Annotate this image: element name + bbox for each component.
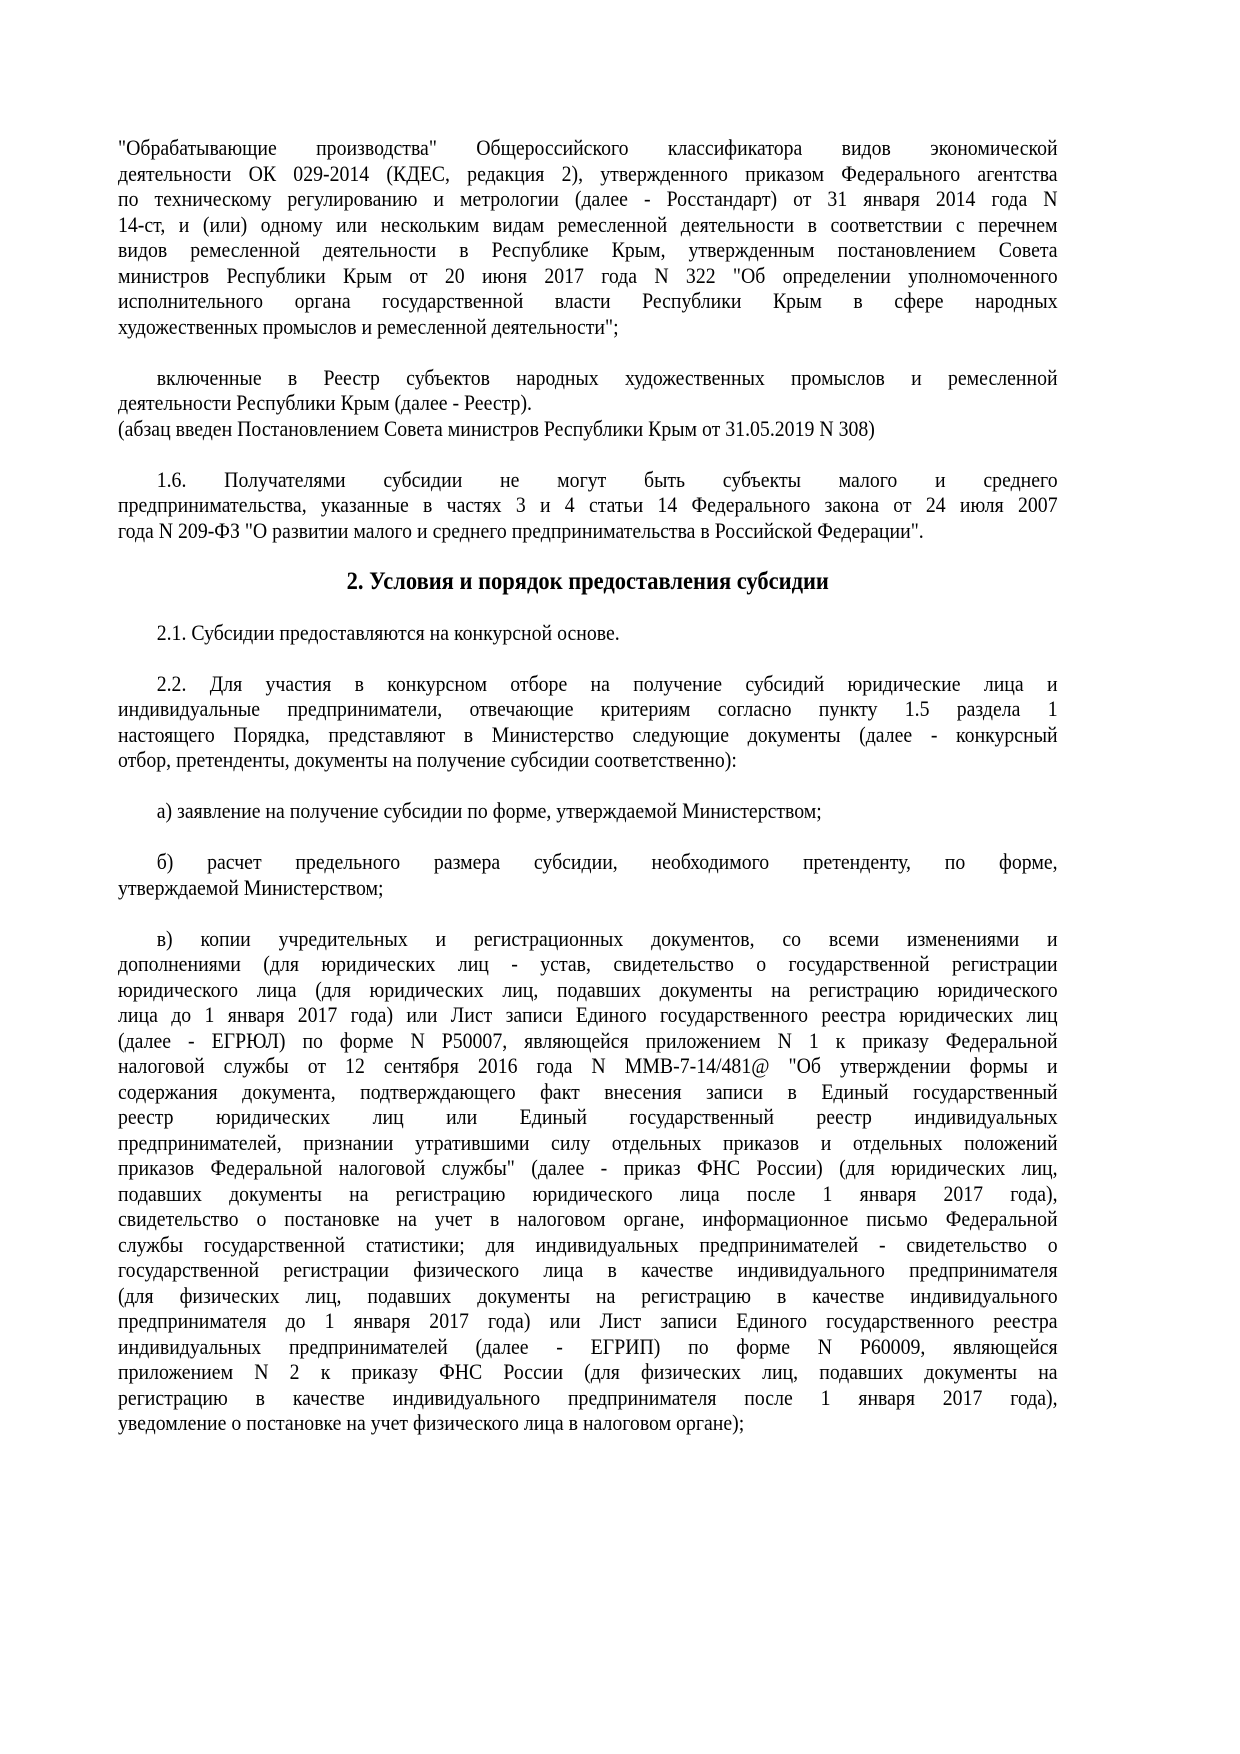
text-line: включенные в Реестр субъектов народных художественных промыслов и ремесленной: [156, 364, 1058, 390]
text-line: деятельности ОК 029-2014 (КДЕС, редакция 2), утвержденного приказом Федерального агентства: [118, 160, 1058, 186]
text-line: года N 209-ФЗ "О развитии малого и среднего предпринимательства в Российской Федерации".: [118, 517, 924, 543]
text-line: содержания документа, подтверждающего факт внесения записи в Единый государственный: [118, 1078, 1058, 1104]
text-line: деятельности Республики Крым (далее - Реестр).: [118, 390, 532, 415]
section-heading: [118, 569, 1058, 595]
text-line: индивидуальных предпринимателей (далее - ЕГРИП) по форме N Р60009, являющейся: [118, 1333, 1058, 1359]
text-line: 14-ст, и (или) одному или нескольким видам ремесленной деятельности в соответствии с перечнем: [118, 211, 1058, 237]
text-line: приказов Федеральной налоговой службы" (далее - приказ ФНС России) (для юридических лиц,: [118, 1155, 1058, 1180]
paragraph: [118, 926, 1058, 1436]
text-line: утверждаемой Министерством;: [118, 874, 384, 900]
paragraph: [118, 671, 1058, 773]
text-line: государственной регистрации физического лица в качестве индивидуального предпринимателя: [118, 1257, 1058, 1282]
text-line: 2.1. Субсидии предоставляются на конкурсной основе.: [156, 619, 620, 645]
text-line: предпринимателя до 1 января 2017 года) или Лист записи Единого государственного реестра: [118, 1308, 1058, 1333]
text-line: налоговой службы от 12 сентября 2016 года N ММВ-7-14/481@ "Об утверждении формы и: [118, 1053, 1058, 1078]
text-line: дополнениями (для юридических лиц - устав, свидетельство о государственной регистрации: [118, 951, 1058, 976]
text-line: в) копии учредительных и регистрационных документов, со всеми изменениями и: [156, 925, 1058, 951]
text-line: исполнительного органа государственной власти Республики Крым в сфере народных: [118, 288, 1058, 313]
document-page: [118, 135, 1058, 1436]
text-line: уведомление о постановке на учет физического лица в налоговом органе);: [118, 1410, 745, 1435]
amendment-note: [118, 416, 1058, 442]
text-line: приложением N 2 к приказу ФНС России (для физических лиц, подавших документы на: [118, 1359, 1058, 1384]
text-line: подавших документы на регистрацию юридического лица после 1 января 2017 года),: [118, 1180, 1058, 1206]
text-line: (абзац введен Постановлением Совета министров Республики Крым от 31.05.2019 N 308): [118, 415, 875, 441]
text-line: б) расчет предельного размера субсидии, необходимого претенденту, по форме,: [156, 849, 1058, 874]
text-line: службы государственной статистики; для индивидуальных предпринимателей - свидетельство о: [118, 1231, 1058, 1257]
text-line: лица до 1 января 2017 года) или Лист записи Единого государственного реестра юридических лиц: [118, 1002, 1058, 1027]
paragraph: [118, 849, 1058, 900]
text-line: 1.6. Получателями субсидии не могут быть субъекты малого и среднего: [156, 466, 1058, 492]
text-line: художественных промыслов и ремесленной деятельности";: [118, 313, 619, 339]
text-line: юридического лица (для юридических лиц, подавших документы на регистрацию юридического: [118, 976, 1058, 1002]
text-line: регистрацию в качестве индивидуального предпринимателя после 1 января 2017 года),: [118, 1384, 1058, 1410]
text-line: 2.2. Для участия в конкурсном отборе на получение субсидий юридические лица и: [156, 670, 1058, 696]
paragraph: [118, 798, 1058, 824]
paragraph: [118, 135, 1058, 339]
text-line: видов ремесленной деятельности в Республике Крым, утвержденным постановлением Совета: [118, 237, 1058, 262]
text-line: предпринимательства, указанные в частях 3 и 4 статьи 14 Федерального закона от 24 июля 2007: [118, 492, 1058, 517]
text-line: (для физических лиц, подавших документы на регистрацию в качестве индивидуального: [118, 1282, 1058, 1308]
text-line: министров Республики Крым от 20 июня 2017 года N 322 "Об определении уполномоченного: [118, 262, 1058, 288]
text-line: свидетельство о постановке на учет в налоговом органе, информационное письмо Федеральной: [118, 1206, 1058, 1231]
text-line: а) заявление на получение субсидии по форме, утверждаемой Министерством;: [156, 798, 822, 823]
text-line: (далее - ЕГРЮЛ) по форме N Р50007, являющейся приложением N 1 к приказу Федеральной: [118, 1027, 1058, 1053]
text-line: предпринимателей, признании утратившими силу отдельных приказов и отдельных положений: [118, 1129, 1058, 1155]
text-line: отбор, претенденты, документы на получение субсидии соответственно):: [118, 747, 737, 772]
text-line: реестр юридических лиц или Единый государственный реестр индивидуальных: [118, 1104, 1058, 1129]
paragraph: [118, 365, 1058, 416]
text-line: "Обрабатывающие производства" Общероссийского классификатора видов экономической: [118, 135, 1058, 160]
text-line: 2. Условия и порядок предоставления субсидии: [346, 567, 829, 595]
paragraph: [118, 467, 1058, 544]
text-line: по техническому регулированию и метрологии (далее - Росстандарт) от 31 января 2014 года N: [118, 186, 1058, 211]
text-line: индивидуальные предприниматели, отвечающие критериям согласно пункту 1.5 раздела 1: [118, 696, 1058, 721]
paragraph: [118, 620, 1058, 646]
text-line: настоящего Порядка, представляют в Министерство следующие документы (далее - конкурсный: [118, 721, 1058, 747]
